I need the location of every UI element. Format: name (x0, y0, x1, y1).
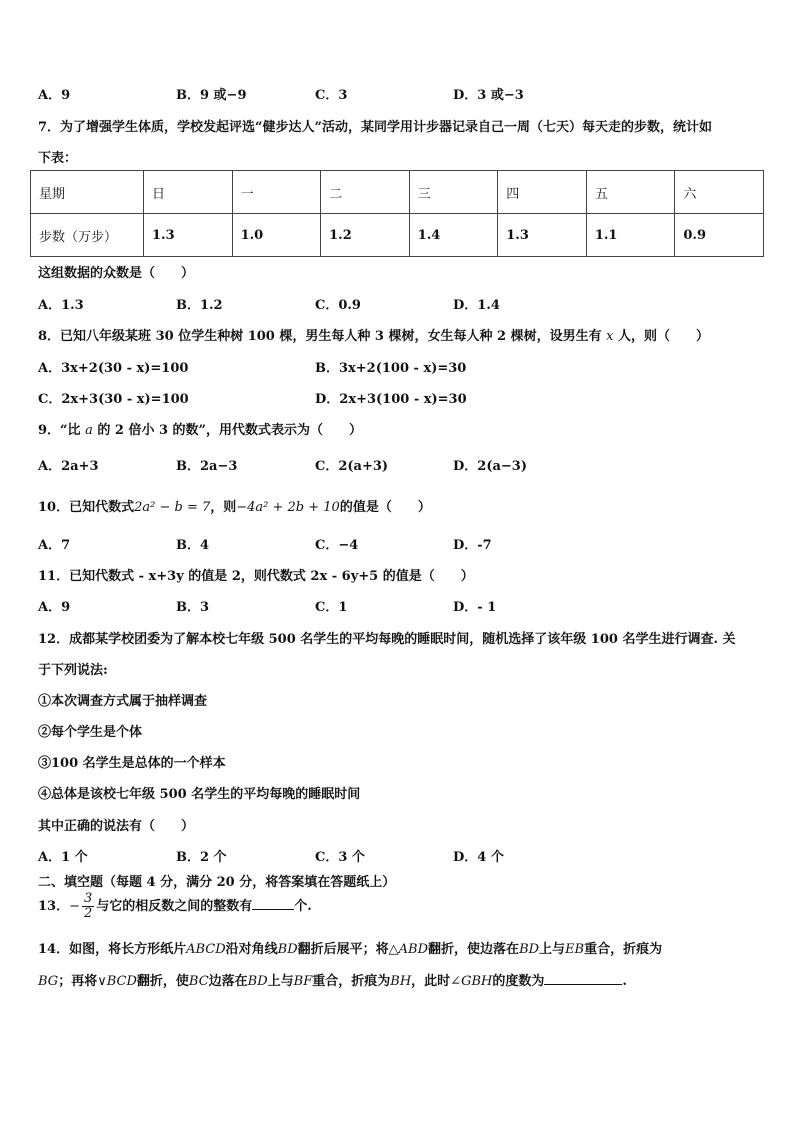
q13-answer-blank[interactable] (252, 909, 294, 910)
q12-item-4: ④总体是该校七年级 500 名学生的平均每晚的睡眠时间 (38, 787, 361, 802)
table-cell: 1.4 (409, 214, 498, 257)
table-row (31, 214, 764, 257)
section-heading: 二、填空题（每题 4 分，满分 20 分，将答案填在答题纸上） (38, 875, 396, 890)
q14-var: BD (277, 942, 298, 957)
q14-text: 沿对角线 (225, 942, 278, 957)
table-cell: 1.0 (232, 214, 321, 257)
q12-option-c: C．3 个 (315, 850, 365, 865)
table-cell: 1.2 (321, 214, 410, 257)
q14-var: BG (38, 974, 59, 989)
q11-option-b: B．3 (176, 600, 210, 615)
q13-frac-num: 3 (84, 891, 93, 906)
table-cell: 步数（万步） (31, 214, 144, 257)
table-cell: 1.3 (144, 214, 233, 257)
q10-option-d: D．-7 (453, 538, 492, 553)
q13-tail: 个. (294, 899, 312, 914)
q9-stem-b: 的 2 倍小 3 的数”，用代数式表示为（ ） (97, 423, 363, 438)
q11-option-c: C．1 (315, 600, 348, 615)
q9-option-b: B．2a−3 (176, 459, 238, 474)
q10-option-b: B．4 (176, 538, 210, 553)
q10-stem-b: ，则 (210, 500, 237, 515)
q14-line2 (38, 970, 627, 989)
q14-var: BD (519, 942, 540, 957)
q7-option-c: C．0.9 (315, 298, 361, 313)
q14-var: EB (565, 942, 585, 957)
q7-question: 这组数据的众数是（ ） (38, 266, 195, 281)
q11-option-a: A．9 (38, 600, 71, 615)
q14-text: 14．如图，将长方形纸片 (38, 942, 187, 957)
q8-stem-b: 人，则（ ） (617, 329, 709, 344)
q10-stem (38, 496, 431, 515)
table-header-row (31, 171, 764, 214)
q8-option-d: D．2x+3(100 - x)=30 (315, 392, 467, 407)
table-cell: 五 (586, 171, 675, 214)
q14-text: 上与 (539, 942, 566, 957)
q8-option-c: C．2x+3(30 - x)=100 (38, 392, 189, 407)
q14-answer-blank[interactable] (544, 984, 622, 985)
q13-num: 13． (38, 899, 70, 914)
q7-option-a: A．1.3 (38, 298, 84, 313)
q9-var: a (85, 423, 93, 438)
q6-option-c: C．3 (315, 88, 348, 103)
q11-option-d: D．- 1 (453, 600, 497, 615)
q13-stem (38, 890, 312, 924)
q12-stem-line2: 于下列说法: (38, 663, 108, 678)
q14-text: 的度数为 (492, 974, 545, 989)
table-cell: 1.3 (498, 214, 587, 257)
q12-option-a: A．1 个 (38, 850, 88, 865)
q14-tail: . (622, 974, 627, 989)
q8-stem-a: 8．已知八年级某班 30 位学生种树 100 棵，男生每人种 3 棵树，女生每人种 2 棵树，设男生有 (38, 329, 602, 344)
q14-text: 上与 (267, 974, 294, 989)
q6-option-d: D．3 或−3 (453, 88, 524, 103)
q9-stem-a: 9．“比 (38, 423, 81, 438)
q8-stem (38, 325, 709, 344)
q13-frac-den: 2 (84, 906, 93, 921)
q12-item-3: ③100 名学生是总体的一个样本 (38, 756, 226, 771)
q11-stem: 11．已知代数式 - x+3y 的值是 2，则代数式 2x - 6y+5 的值是（ ） (38, 569, 474, 584)
table-cell: 日 (144, 171, 233, 214)
q7-stem-line2: 下表： (38, 151, 78, 166)
q10-expr2: −4a² + 2b + 10 (236, 500, 340, 515)
table-cell: 1.1 (586, 214, 675, 257)
q12-option-b: B．2 个 (176, 850, 227, 865)
q14-var: BC (188, 974, 209, 989)
q10-option-c: C．−4 (315, 538, 359, 553)
q7-stem-line1: 7．为了增强学生体质，学校发起评选“健步达人”活动，某同学用计步器记录自己一周（七天）每天走的步数，统计如 (38, 120, 713, 135)
q13-text: 与它的相反数之间的整数有 (96, 899, 253, 914)
q12-question: 其中正确的说法有（ ） (38, 819, 195, 834)
q14-line1 (38, 938, 662, 957)
q14-text: 翻折后展平；将 (297, 942, 389, 957)
q12-option-d: D．4 个 (453, 850, 504, 865)
q14-var: ABCD (186, 942, 226, 957)
q13-fraction (82, 892, 94, 921)
q10-stem-a: 10．已知代数式 (38, 500, 135, 515)
q9-option-c: C．2(a+3) (315, 459, 389, 474)
q7-option-d: D．1.4 (453, 298, 500, 313)
q7-option-b: B．1.2 (176, 298, 223, 313)
q8-option-b: B．3x+2(100 - x)=30 (315, 361, 467, 376)
q8-option-a: A．3x+2(30 - x)=100 (38, 361, 189, 376)
q10-option-a: A．7 (38, 538, 71, 553)
q10-stem-c: 的值是（ ） (339, 500, 431, 515)
q14-text: 重合，折痕为 (584, 942, 663, 957)
q14-var: ∠GBH (450, 974, 493, 989)
q8-var: x (606, 329, 614, 344)
table-cell: 六 (675, 171, 764, 214)
q12-stem-line1: 12．成都某学校团委为了解本校七年级 500 名学生的平均每晚的睡眠时间，随机选择了该年级 100 名学生进行调查. 关 (38, 632, 736, 647)
table-cell: 四 (498, 171, 587, 214)
q14-text: 边落在 (208, 974, 248, 989)
q12-item-1: ①本次调查方式属于抽样调查 (38, 694, 208, 709)
q13-sign: − (69, 899, 80, 914)
q9-option-d: D．2(a−3) (453, 459, 527, 474)
q14-text: ，此时 (411, 974, 451, 989)
table-cell: 一 (232, 171, 321, 214)
table-cell: 二 (321, 171, 410, 214)
q14-var: ∨BCD (97, 974, 137, 989)
table-cell: 星期 (31, 171, 144, 214)
q14-var: BF (293, 974, 313, 989)
q6-option-a: A．9 (38, 88, 71, 103)
steps-table (30, 170, 764, 257)
q14-text: 重合，折痕为 (312, 974, 391, 989)
q14-var: BD (247, 974, 268, 989)
q9-option-a: A．2a+3 (38, 459, 99, 474)
q14-var: △ABD (388, 942, 429, 957)
q14-text: 翻折，使边落在 (428, 942, 520, 957)
q14-text: 翻折，使 (136, 974, 189, 989)
q12-item-2: ②每个学生是个体 (38, 725, 143, 740)
table-cell: 三 (409, 171, 498, 214)
q14-text: ；再将 (58, 974, 98, 989)
q9-stem (38, 419, 362, 438)
q10-expr1: 2a² − b = 7 (134, 500, 211, 515)
table-cell: 0.9 (675, 214, 764, 257)
q14-var: BH (390, 974, 412, 989)
q6-option-b: B．9 或−9 (176, 88, 247, 103)
